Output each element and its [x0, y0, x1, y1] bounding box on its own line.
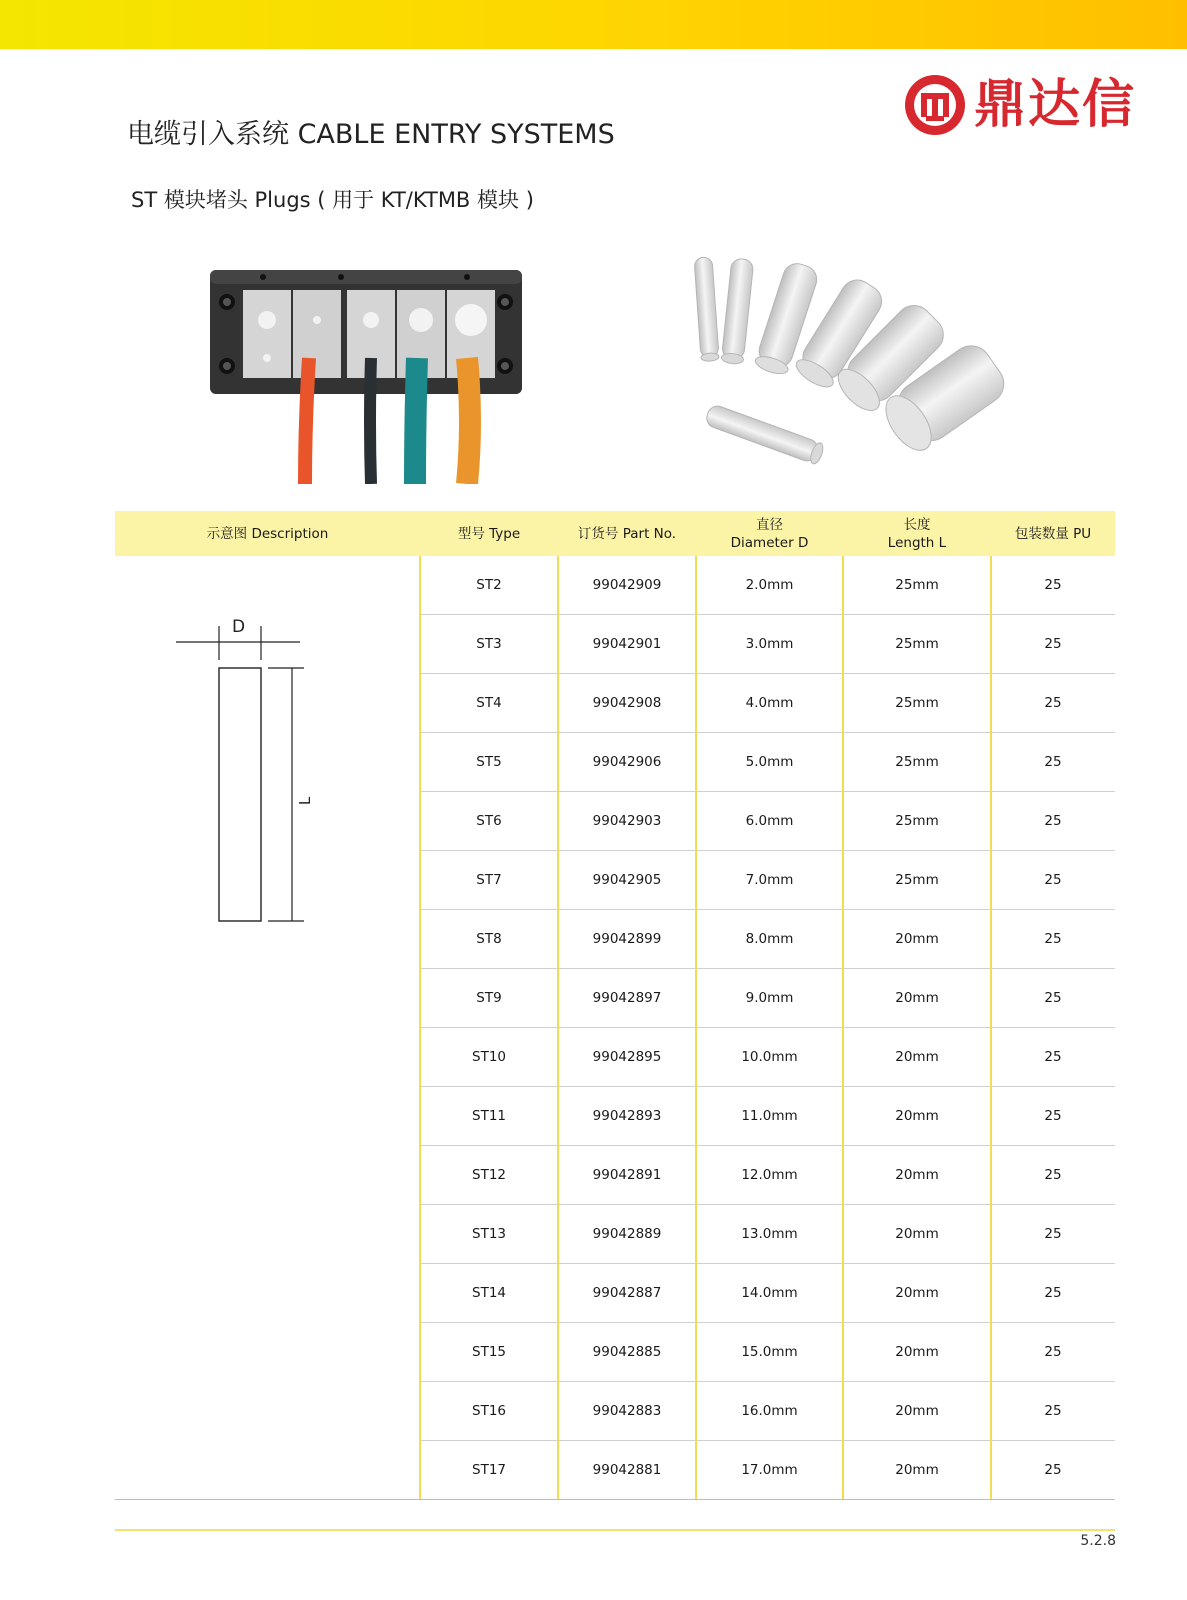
table-row — [115, 910, 1115, 969]
cell-type: ST4 — [476, 695, 502, 711]
cell-type: ST5 — [476, 754, 502, 770]
header-label: 示意图 Description — [206, 525, 329, 542]
cell-pu: 25 — [1044, 872, 1062, 888]
cell-type: ST8 — [476, 931, 502, 947]
cell-diameter: 8.0mm — [745, 931, 794, 947]
cell-part-no: 99042885 — [592, 1344, 662, 1360]
cell-diameter: 9.0mm — [745, 990, 794, 1006]
header-label: 型号 Type — [457, 525, 521, 542]
cell-type: ST11 — [472, 1108, 506, 1124]
cell-type: ST17 — [472, 1462, 506, 1478]
footer-rule — [115, 1529, 1115, 1531]
cell-type: ST2 — [476, 577, 502, 593]
cell-type: ST14 — [472, 1285, 506, 1301]
cell-diameter: 6.0mm — [745, 813, 794, 829]
cell-type: ST3 — [476, 636, 502, 652]
cell-pu: 25 — [1044, 813, 1062, 829]
table-row — [115, 969, 1115, 1028]
cell-part-no: 99042891 — [592, 1167, 662, 1183]
cell-part-no: 99042908 — [592, 695, 662, 711]
cell-part-no: 99042899 — [592, 931, 662, 947]
cell-type: ST7 — [476, 872, 502, 888]
cell-pu: 25 — [1044, 695, 1062, 711]
cell-part-no: 99042881 — [592, 1462, 662, 1478]
cell-pu: 25 — [1044, 1403, 1062, 1419]
cell-type: ST6 — [476, 813, 502, 829]
page-subtitle: ST 模块堵头 Plugs ( 用于 KT/KTMB 模块 ) — [131, 188, 534, 212]
column-rule — [419, 556, 421, 1500]
header-label: 包装数量 PU — [1014, 525, 1092, 542]
cell-type: ST10 — [472, 1049, 506, 1065]
header-label: 长度 — [903, 516, 931, 533]
cell-pu: 25 — [1044, 636, 1062, 652]
cell-diameter: 14.0mm — [741, 1285, 798, 1301]
cell-part-no: 99042887 — [592, 1285, 662, 1301]
cell-diameter: 15.0mm — [741, 1344, 798, 1360]
table-row — [115, 1264, 1115, 1323]
brand-name: 鼎达信 — [974, 75, 1137, 135]
cell-pu: 25 — [1044, 1049, 1062, 1065]
cell-pu: 25 — [1044, 1226, 1062, 1242]
cell-part-no: 99042909 — [592, 577, 662, 593]
cell-diameter: 12.0mm — [741, 1167, 798, 1183]
cell-length: 20mm — [895, 1049, 939, 1065]
cell-pu: 25 — [1044, 1108, 1062, 1124]
cell-length: 20mm — [895, 1285, 939, 1301]
cell-length: 25mm — [895, 636, 939, 652]
table-header-row — [115, 511, 1115, 556]
cell-pu: 25 — [1044, 1462, 1062, 1478]
table-row — [115, 733, 1115, 792]
cell-diameter: 11.0mm — [741, 1108, 798, 1124]
cell-part-no: 99042889 — [592, 1226, 662, 1242]
cell-pu: 25 — [1044, 1344, 1062, 1360]
table-row — [115, 1205, 1115, 1264]
cell-type: ST16 — [472, 1403, 506, 1419]
table-row — [115, 1441, 1115, 1500]
cell-part-no: 99042883 — [592, 1403, 662, 1419]
cell-length: 20mm — [895, 1403, 939, 1419]
brand-logo — [902, 72, 1142, 140]
header-label-secondary: Length L — [887, 534, 947, 551]
table-row — [115, 1382, 1115, 1441]
cell-length: 20mm — [895, 931, 939, 947]
cell-part-no: 99042901 — [592, 636, 662, 652]
table-row — [115, 851, 1115, 910]
cell-diameter: 17.0mm — [741, 1462, 798, 1478]
header-label-secondary: Diameter D — [730, 534, 809, 551]
cell-length: 25mm — [895, 813, 939, 829]
column-rule — [842, 556, 844, 1500]
cell-type: ST15 — [472, 1344, 506, 1360]
column-rule — [557, 556, 559, 1500]
cell-diameter: 5.0mm — [745, 754, 794, 770]
cell-length: 20mm — [895, 1167, 939, 1183]
header-part-no — [558, 511, 696, 556]
table-row — [115, 792, 1115, 851]
cell-pu: 25 — [1044, 931, 1062, 947]
cell-pu: 25 — [1044, 990, 1062, 1006]
cell-diameter: 2.0mm — [745, 577, 794, 593]
header-label: 直径 — [756, 516, 783, 533]
column-rule — [695, 556, 697, 1500]
cell-length: 20mm — [895, 1462, 939, 1478]
cell-diameter: 13.0mm — [741, 1226, 798, 1242]
cell-pu: 25 — [1044, 577, 1062, 593]
cell-diameter: 3.0mm — [745, 636, 794, 652]
table-row — [115, 674, 1115, 733]
cell-pu: 25 — [1044, 754, 1062, 770]
cell-diameter: 10.0mm — [741, 1049, 798, 1065]
table-row — [115, 1087, 1115, 1146]
top-color-band — [0, 0, 1187, 49]
table-row — [115, 1146, 1115, 1205]
logo-emblem-icon — [902, 72, 968, 138]
header-description — [115, 511, 420, 556]
table-row — [115, 615, 1115, 674]
cell-length: 20mm — [895, 990, 939, 1006]
cell-length: 20mm — [895, 1344, 939, 1360]
cell-part-no: 99042905 — [592, 872, 662, 888]
table-row — [115, 1323, 1115, 1382]
plugs-photo — [676, 228, 1116, 506]
header-type — [420, 511, 558, 556]
cell-length: 20mm — [895, 1108, 939, 1124]
cell-diameter: 4.0mm — [745, 695, 794, 711]
cell-length: 25mm — [895, 577, 939, 593]
diagram-label-d: D — [232, 617, 246, 637]
cell-pu: 25 — [1044, 1285, 1062, 1301]
cell-part-no: 99042906 — [592, 754, 662, 770]
cell-part-no: 99042893 — [592, 1108, 662, 1124]
table-row — [115, 1028, 1115, 1087]
table-row — [115, 556, 1115, 615]
column-rule — [990, 556, 992, 1500]
header-pu — [991, 511, 1115, 556]
cell-length: 25mm — [895, 695, 939, 711]
cell-length: 25mm — [895, 872, 939, 888]
cell-part-no: 99042903 — [592, 813, 662, 829]
cell-diameter: 16.0mm — [741, 1403, 798, 1419]
cell-type: ST12 — [472, 1167, 506, 1183]
cell-type: ST9 — [476, 990, 502, 1006]
cell-length: 20mm — [895, 1226, 939, 1242]
cell-pu: 25 — [1044, 1167, 1062, 1183]
header-length — [843, 511, 991, 556]
cell-part-no: 99042897 — [592, 990, 662, 1006]
header-diameter — [696, 511, 843, 556]
cell-part-no: 99042895 — [592, 1049, 662, 1065]
cell-diameter: 7.0mm — [745, 872, 794, 888]
page-number: 5.2.8 — [1080, 1533, 1116, 1549]
cell-type: ST13 — [472, 1226, 506, 1242]
page-title: 电缆引入系统 CABLE ENTRY SYSTEMS — [127, 119, 615, 150]
diagram-label-l: L — [296, 796, 315, 806]
cell-length: 25mm — [895, 754, 939, 770]
header-label: 订货号 Part No. — [577, 525, 677, 542]
module-frame-photo — [205, 262, 535, 484]
table-bottom-rule — [115, 1499, 1115, 1500]
